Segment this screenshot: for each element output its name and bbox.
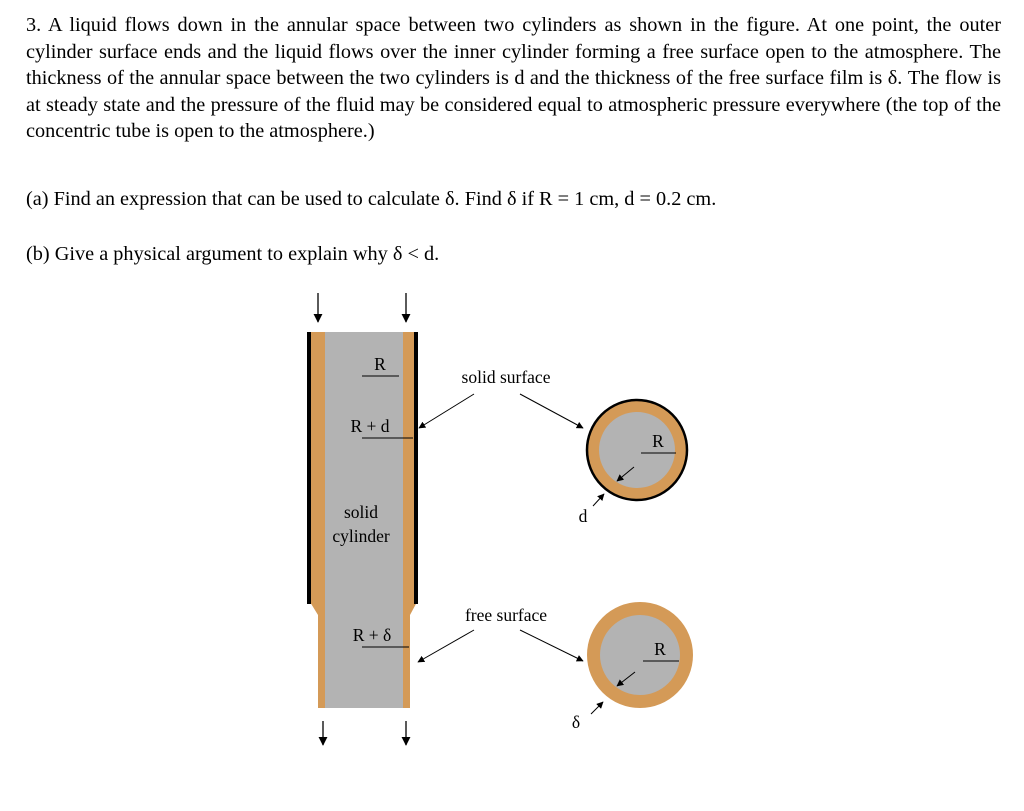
label-radius-annulus: R + d: [350, 416, 390, 436]
label-radius-inner: R: [374, 354, 386, 374]
outer-wall-right: [414, 332, 418, 604]
solid-surface-arrow-left: [419, 394, 474, 428]
problem-statement: 3. A liquid flows down in the annular space between two cylinders as shown in the figure. At one point, the outer cylinder surface ends and the liquid flows over the inner cylinder forming a free surface open to the atmosphere. The thickness of the annular space between the two cylinders is d and the thickness of the free surface film is δ. The flow is at steady state and the pressure of the fluid may be considered equal to atmospheric pressure everywhere (the top of the concentric tube is open to the atmosphere.): [26, 14, 1001, 142]
label-cross-bottom-radius: R: [654, 639, 666, 659]
question-part-b: (b) Give a physical argument to explain why δ < d.: [26, 243, 440, 265]
label-solid-cylinder-2: cylinder: [332, 526, 390, 546]
cross-section-bottom-core: [600, 615, 680, 695]
question-part-a: (a) Find an expression that can be used to calculate δ. Find δ if R = 1 cm, d = 0.2 cm.: [26, 188, 717, 210]
label-cross-bottom-film: δ: [571, 712, 581, 732]
label-solid-surface: solid surface: [461, 367, 551, 387]
cross-top-outer-arrow: [593, 494, 604, 506]
label-solid-cylinder-1: solid: [343, 502, 379, 522]
free-surface-arrow-right: [520, 630, 583, 661]
label-radius-film: R + δ: [352, 625, 392, 645]
free-surface-arrow-left: [418, 630, 474, 662]
solid-surface-arrow-right: [520, 394, 583, 428]
outer-wall-left: [307, 332, 311, 604]
label-cross-top-gap: d: [578, 506, 588, 526]
cross-bottom-outer-arrow: [591, 702, 603, 714]
label-cross-top-radius: R: [652, 431, 664, 451]
label-free-surface: free surface: [464, 605, 548, 625]
